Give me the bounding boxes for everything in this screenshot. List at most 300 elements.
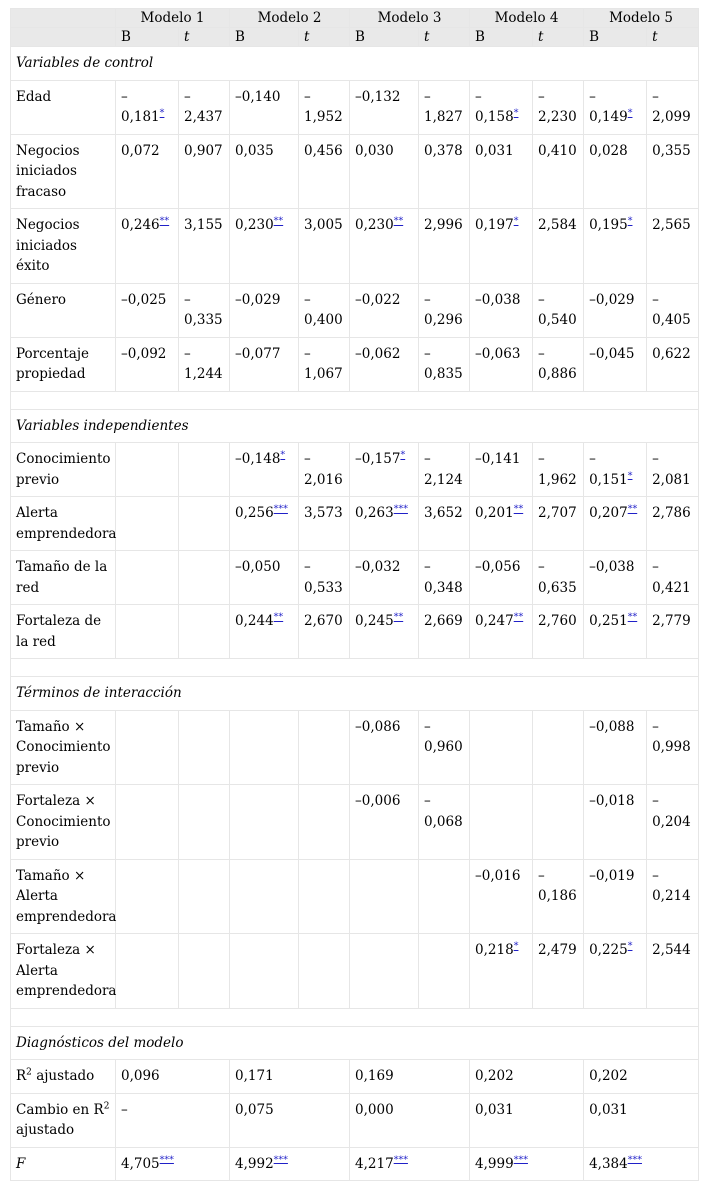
significance-stars: * <box>513 215 519 227</box>
value-cell <box>179 337 230 391</box>
significance-stars: * <box>513 940 519 952</box>
cell-value: 2,544 <box>652 942 691 958</box>
value-cell <box>647 80 699 134</box>
value-cell <box>470 497 533 551</box>
value-cell <box>350 1060 470 1094</box>
value-cell <box>584 1093 699 1147</box>
value-cell <box>584 80 647 134</box>
value-cell <box>584 283 647 337</box>
value-cell <box>584 934 647 1009</box>
value-cell <box>230 1093 350 1147</box>
table-header <box>11 9 699 47</box>
value-cell <box>584 337 647 391</box>
cell-value: – 1,962 <box>538 451 577 488</box>
value-cell <box>533 337 584 391</box>
cell-value: 0,197 <box>475 217 514 233</box>
value-cell <box>179 283 230 337</box>
value-cell <box>299 605 350 659</box>
cell-value: 0,202 <box>475 1068 514 1084</box>
cell-value: 0,907 <box>184 142 223 159</box>
significance-stars: * <box>627 940 633 952</box>
value-cell <box>350 1147 470 1181</box>
value-cell <box>116 283 179 337</box>
cell-value: 2,786 <box>652 505 691 521</box>
cell-value: –0,086 <box>355 718 401 735</box>
value-cell <box>350 134 419 209</box>
value-cell <box>116 443 179 497</box>
value-cell <box>584 443 647 497</box>
cell-value: –0,025 <box>121 291 167 308</box>
significance-stars: *** <box>627 1154 642 1165</box>
t-header: t <box>419 28 470 47</box>
cell-value: – 2,437 <box>184 88 223 125</box>
row-label-text: F <box>16 1155 26 1172</box>
value-cell <box>647 785 699 860</box>
cell-value: – 0,635 <box>538 559 577 596</box>
value-cell <box>470 283 533 337</box>
value-cell <box>470 80 533 134</box>
value-cell <box>179 710 230 785</box>
value-cell <box>299 80 350 134</box>
table-row <box>11 283 699 337</box>
row-label-text: Cambio en R <box>16 1101 104 1118</box>
stat-header-row <box>11 28 699 47</box>
significance-stars: * <box>400 449 406 461</box>
significance-stars: *** <box>273 503 288 515</box>
cell-value: –0,063 <box>475 345 521 362</box>
value-cell <box>179 605 230 659</box>
cell-value: – 2,081 <box>652 451 691 488</box>
row-label: Fortaleza × Alerta emprendedora <box>11 934 116 1009</box>
value-cell <box>419 859 470 934</box>
value-cell <box>584 497 647 551</box>
value-cell <box>299 710 350 785</box>
cell-value: –0,062 <box>355 345 401 362</box>
value-cell <box>647 859 699 934</box>
value-cell <box>419 605 470 659</box>
value-cell <box>647 337 699 391</box>
cell-value: 0,230 <box>355 217 394 233</box>
value-cell <box>533 785 584 860</box>
value-cell <box>230 605 299 659</box>
cell-value: –0,050 <box>235 559 281 575</box>
value-cell <box>230 80 299 134</box>
value-cell <box>116 497 179 551</box>
cell-value: 0,195 <box>589 217 628 233</box>
table-row <box>11 1060 699 1094</box>
value-cell <box>470 710 533 785</box>
section-title: Diagnósticos del modelo <box>11 1026 699 1060</box>
cell-value: 0,169 <box>355 1068 394 1084</box>
cell-value: – 2,099 <box>652 88 691 125</box>
value-cell <box>299 443 350 497</box>
value-cell <box>230 785 299 860</box>
table-row <box>11 1093 699 1147</box>
model-2-header: Modelo 2 <box>230 9 350 28</box>
section-header-row <box>11 1026 699 1060</box>
t-header: t <box>299 28 350 47</box>
b-header: B <box>470 28 533 47</box>
value-cell <box>419 785 470 860</box>
value-cell <box>179 785 230 860</box>
significance-stars: ** <box>159 215 170 227</box>
cell-value: 2,565 <box>652 217 691 233</box>
cell-value: – 0,186 <box>538 867 577 904</box>
cell-value: 3,652 <box>424 505 463 521</box>
cell-value: 0,378 <box>424 142 463 159</box>
cell-value: –0,029 <box>235 291 281 308</box>
value-cell <box>350 551 419 605</box>
value-cell <box>647 209 699 284</box>
model-header-row <box>11 9 699 28</box>
value-cell <box>470 934 533 1009</box>
cell-value: 0,355 <box>652 142 691 159</box>
value-cell <box>350 80 419 134</box>
cell-value: – 0,421 <box>652 559 691 596</box>
cell-value: –0,045 <box>589 345 635 362</box>
row-label: Tamaño × Conocimiento previo <box>11 710 116 785</box>
row-label: Tamaño de la red <box>11 551 116 605</box>
significance-stars: * <box>627 470 633 481</box>
value-cell <box>470 209 533 284</box>
section-title: Variables de control <box>11 47 699 81</box>
cell-value: –0,088 <box>589 718 635 735</box>
value-cell <box>419 934 470 1009</box>
cell-value: – 1,952 <box>304 88 343 125</box>
value-cell <box>230 859 299 934</box>
cell-value: – 0,335 <box>184 291 223 328</box>
cell-value: 3,005 <box>304 217 343 233</box>
value-cell <box>230 934 299 1009</box>
table-row <box>11 337 699 391</box>
cell-value: 2,779 <box>652 613 691 629</box>
row-label: Conocimiento previo <box>11 443 116 497</box>
regression-results-table <box>10 8 699 1181</box>
spacer-row <box>11 659 699 677</box>
row-label: Fortaleza de la red <box>11 605 116 659</box>
value-cell <box>116 605 179 659</box>
table-row <box>11 134 699 209</box>
cell-value: 2,584 <box>538 217 577 233</box>
cell-value: 0,410 <box>538 142 577 159</box>
value-cell <box>179 859 230 934</box>
value-cell <box>350 337 419 391</box>
table-body <box>11 47 699 1181</box>
section-title: Variables independientes <box>11 409 699 443</box>
cell-value: –0,006 <box>355 793 401 809</box>
row-label <box>11 1060 116 1094</box>
value-cell <box>299 337 350 391</box>
value-cell <box>116 1093 230 1147</box>
cell-value: 0,031 <box>475 1101 514 1118</box>
b-header: B <box>584 28 647 47</box>
value-cell <box>470 134 533 209</box>
cell-value: 0,246 <box>121 217 160 233</box>
cell-value: 0,000 <box>355 1101 394 1118</box>
table-row <box>11 497 699 551</box>
cell-value: 0,218 <box>475 942 514 958</box>
section-header-row <box>11 409 699 443</box>
corner-cell <box>11 9 116 28</box>
value-cell <box>584 710 647 785</box>
spacer-row <box>11 391 699 409</box>
row-label: Edad <box>11 80 116 134</box>
cell-value: 0,225 <box>589 942 628 958</box>
value-cell <box>419 443 470 497</box>
row-label: Porcentaje propiedad <box>11 337 116 391</box>
row-label <box>11 1093 116 1147</box>
cell-value: 2,669 <box>424 613 463 629</box>
model-3-header: Modelo 3 <box>350 9 470 28</box>
value-cell <box>647 134 699 209</box>
table-row <box>11 551 699 605</box>
value-cell <box>419 710 470 785</box>
table-row <box>11 443 699 497</box>
value-cell <box>116 80 179 134</box>
section-title: Términos de interacción <box>11 677 699 711</box>
value-cell <box>179 497 230 551</box>
value-cell <box>230 337 299 391</box>
value-cell <box>647 283 699 337</box>
cell-value: – 2,124 <box>424 451 463 488</box>
cell-value: –0,018 <box>589 793 635 809</box>
cell-value: – 0,405 <box>652 291 691 328</box>
value-cell <box>470 1093 584 1147</box>
value-cell <box>299 209 350 284</box>
value-cell <box>584 551 647 605</box>
value-cell <box>533 551 584 605</box>
spacer-cell <box>11 659 699 677</box>
table-row <box>11 785 699 860</box>
value-cell <box>470 785 533 860</box>
value-cell <box>647 551 699 605</box>
value-cell <box>116 1060 230 1094</box>
value-cell <box>419 337 470 391</box>
value-cell <box>179 443 230 497</box>
value-cell <box>350 1093 470 1147</box>
value-cell <box>230 551 299 605</box>
spacer-cell <box>11 391 699 409</box>
row-label-suffix: ajustado <box>16 1122 75 1138</box>
significance-stars: ** <box>513 503 524 515</box>
value-cell <box>647 710 699 785</box>
row-label <box>11 1147 116 1181</box>
value-cell <box>230 443 299 497</box>
value-cell <box>419 497 470 551</box>
value-cell <box>350 497 419 551</box>
cell-value: –0,148 <box>235 451 281 467</box>
cell-value: 2,707 <box>538 505 577 521</box>
significance-stars: ** <box>393 611 404 623</box>
corner-cell <box>11 28 116 47</box>
significance-stars: ** <box>273 215 284 227</box>
value-cell <box>419 209 470 284</box>
cell-value: 0,031 <box>589 1101 628 1118</box>
value-cell <box>584 209 647 284</box>
value-cell <box>116 551 179 605</box>
cell-value: – 0,214 <box>652 867 691 904</box>
value-cell <box>299 859 350 934</box>
value-cell <box>470 551 533 605</box>
cell-value: – 0,533 <box>304 559 343 596</box>
row-label: Negocios iniciados fracaso <box>11 134 116 209</box>
cell-value: – 0,068 <box>424 793 463 830</box>
cell-value: 2,479 <box>538 942 577 958</box>
value-cell <box>299 934 350 1009</box>
value-cell <box>533 134 584 209</box>
value-cell <box>116 710 179 785</box>
cell-value: 4,992 <box>235 1155 274 1172</box>
cell-value: –0,038 <box>589 559 635 575</box>
value-cell <box>116 337 179 391</box>
value-cell <box>533 710 584 785</box>
value-cell <box>116 859 179 934</box>
model-1-header: Modelo 1 <box>116 9 230 28</box>
cell-value: 0,256 <box>235 505 274 521</box>
value-cell <box>584 859 647 934</box>
significance-stars: *** <box>393 503 408 515</box>
table-row <box>11 710 699 785</box>
cell-value: –0,157 <box>355 451 401 467</box>
cell-value: – 2,230 <box>538 88 577 125</box>
value-cell <box>350 934 419 1009</box>
row-label-suffix: ajustado <box>31 1068 95 1084</box>
value-cell <box>116 934 179 1009</box>
cell-value: – 0,204 <box>652 793 691 830</box>
value-cell <box>419 551 470 605</box>
significance-stars: * <box>627 215 633 227</box>
value-cell <box>230 134 299 209</box>
value-cell <box>584 785 647 860</box>
value-cell <box>179 934 230 1009</box>
superscript-two: 2 <box>103 1101 110 1111</box>
cell-value: 0,202 <box>589 1068 628 1084</box>
cell-value: 0,207 <box>589 505 628 521</box>
b-header: B <box>116 28 179 47</box>
row-label: Negocios iniciados éxito <box>11 209 116 284</box>
cell-value: 0,035 <box>235 142 274 159</box>
value-cell <box>299 785 350 860</box>
value-cell <box>350 209 419 284</box>
cell-value: 2,670 <box>304 613 343 629</box>
cell-value: – 1,244 <box>184 345 223 382</box>
value-cell <box>533 497 584 551</box>
value-cell <box>470 443 533 497</box>
value-cell <box>116 134 179 209</box>
cell-value: 3,155 <box>184 217 223 233</box>
cell-value: 0,072 <box>121 142 160 159</box>
value-cell <box>350 859 419 934</box>
cell-value: 0,031 <box>475 142 514 159</box>
value-cell <box>230 209 299 284</box>
value-cell <box>350 605 419 659</box>
row-label: Alerta emprendedora <box>11 497 116 551</box>
cell-value: –0,038 <box>475 291 521 308</box>
section-header-row <box>11 47 699 81</box>
value-cell <box>179 209 230 284</box>
model-5-header: Modelo 5 <box>584 9 699 28</box>
cell-value: 0,096 <box>121 1068 160 1084</box>
value-cell <box>230 497 299 551</box>
row-label: Tamaño × Alerta emprendedora <box>11 859 116 934</box>
significance-stars: ** <box>627 503 638 515</box>
value-cell <box>533 209 584 284</box>
value-cell <box>350 443 419 497</box>
value-cell <box>419 283 470 337</box>
cell-value: 2,760 <box>538 613 577 629</box>
cell-value: –0,092 <box>121 345 167 362</box>
cell-value: 0,230 <box>235 217 274 233</box>
cell-value: – 0,348 <box>424 559 463 596</box>
table-row <box>11 209 699 284</box>
cell-value: –0,029 <box>589 291 635 308</box>
cell-value: 4,384 <box>589 1155 628 1172</box>
cell-value: – <box>121 1101 128 1118</box>
value-cell <box>230 1060 350 1094</box>
t-header: t <box>179 28 230 47</box>
cell-value: 0,245 <box>355 613 394 629</box>
significance-stars: ** <box>513 611 524 623</box>
cell-value: – 0,886 <box>538 345 577 382</box>
cell-value: – 0,835 <box>424 345 463 382</box>
significance-stars: *** <box>393 1154 408 1165</box>
value-cell <box>116 209 179 284</box>
table-row <box>11 859 699 934</box>
value-cell <box>419 134 470 209</box>
value-cell <box>350 710 419 785</box>
cell-value: –0,077 <box>235 345 281 362</box>
cell-value: 0,244 <box>235 613 274 629</box>
value-cell <box>584 1147 699 1181</box>
cell-value: –0,132 <box>355 88 401 105</box>
cell-value: – 0,960 <box>424 718 463 755</box>
cell-value: – 0,151 <box>589 451 628 488</box>
spacer-cell <box>11 1008 699 1026</box>
value-cell <box>647 443 699 497</box>
b-header: B <box>350 28 419 47</box>
value-cell <box>299 134 350 209</box>
value-cell <box>470 605 533 659</box>
value-cell <box>470 1147 584 1181</box>
cell-value: 0,456 <box>304 142 343 159</box>
value-cell <box>116 1147 230 1181</box>
value-cell <box>179 134 230 209</box>
value-cell <box>533 859 584 934</box>
cell-value: –0,141 <box>475 451 521 467</box>
value-cell <box>584 1060 699 1094</box>
cell-value: –0,022 <box>355 291 401 308</box>
cell-value: – 0,296 <box>424 291 463 328</box>
value-cell <box>647 497 699 551</box>
value-cell <box>470 1060 584 1094</box>
significance-stars: *** <box>513 1154 528 1165</box>
significance-stars: *** <box>159 1154 174 1165</box>
cell-value: – 0,158 <box>475 88 514 125</box>
cell-value: – 0,181 <box>121 88 160 125</box>
cell-value: – 0,998 <box>652 718 691 755</box>
value-cell <box>419 80 470 134</box>
value-cell <box>299 497 350 551</box>
value-cell <box>533 283 584 337</box>
cell-value: 0,075 <box>235 1101 274 1118</box>
cell-value: 0,201 <box>475 505 514 521</box>
cell-value: – 0,149 <box>589 88 628 125</box>
cell-value: 0,263 <box>355 505 394 521</box>
cell-value: 0,030 <box>355 142 394 159</box>
b-header: B <box>230 28 299 47</box>
significance-stars: * <box>280 449 286 461</box>
cell-value: –0,019 <box>589 867 635 884</box>
